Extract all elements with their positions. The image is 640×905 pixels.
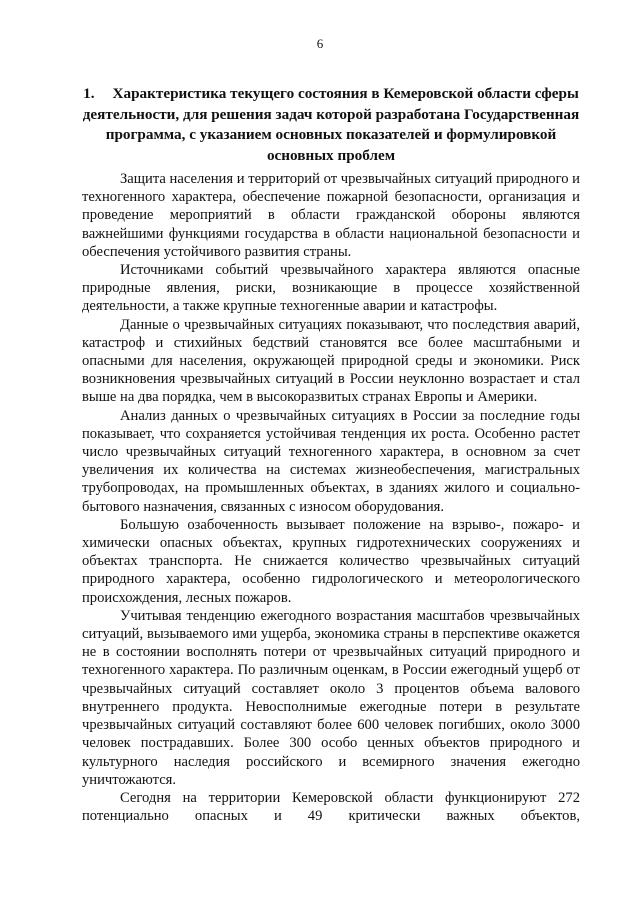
section-title: Характеристика текущего состояния в Кемеровской области сферы деятельности, для решения задач которой разработана Государственная программа, с указанием основных показателей и формулировкой основных проблем bbox=[82, 85, 580, 164]
paragraph-1: Защита населения и территорий от чрезвычайных ситуаций природного и техногенного характера, обеспечение пожарной безопасности, организация и проведение мероприятий в области гражданской обороны являются важнейшими функциями государства в области национальной безопасности и обеспечения устойчивого развития страны. bbox=[82, 171, 580, 260]
paragraph-2: Источниками событий чрезвычайного характера являются опасные природные явления, риски, возникающие в процессе хозяйственной деятельности, а также крупные техногенные аварии и катастрофы. bbox=[82, 262, 580, 315]
paragraph-5: Большую озабоченность вызывает положение на взрыво-, пожаро- и химически опасных объектах, крупных гидротехнических сооружениях и объектах транспорта. Не снижается количество чрезвычайных ситуаций природного характера, особенно гидрологического и метеорологического происхождения, лесных пожаров. bbox=[82, 516, 580, 606]
paragraph-3: Данные о чрезвычайных ситуациях показывают, что последствия аварий, катастроф и стихийных бедствий становятся все более масштабными и опасными для населения, окружающей природной среды и экономики. Риск возникновения чрезвычайных ситуаций в России неуклонно возрастает и стал выше на два порядка, чем в высокоразвитых странах Европы и Америки. bbox=[82, 316, 580, 406]
paragraph-4: Анализ данных о чрезвычайных ситуациях в России за последние годы показывает, что сохраняется устойчивая тенденция их роста. Особенно растет число чрезвычайных ситуаций техногенного характера, в основном за счет увеличения их количества на системах жизнеобеспечения, магистральных трубопроводах, на промышленных объектах, в зданиях жилого и социально-бытового назначения, связанных с износом оборудования. bbox=[82, 407, 580, 515]
page-number: 6 bbox=[316, 36, 324, 51]
section-heading bbox=[82, 84, 580, 166]
body-text bbox=[82, 170, 580, 825]
section-number: 1. bbox=[83, 85, 95, 102]
paragraph-7: Сегодня на территории Кемеровской области функционируют 272 потенциально опасных и 49 критически важных объектов, bbox=[82, 789, 580, 825]
paragraph-6: Учитывая тенденцию ежегодного возрастания масштабов чрезвычайных ситуаций, вызываемого ими ущерба, экономика страны в перспективе окажется не в состоянии восполнять потери от чрезвычайных ситуаций природного и техногенного характера. По различным оценкам, в России ежегодный ущерб от чрезвычайных ситуаций составляет около 3 процентов объема валового внутреннего продукта. Невосполнимые ежегодные потери в результате чрезвычайных ситуаций составляют более 600 человек погибших, около 3000 человек пострадавших. Более 300 особо ценных объектов природного и культурного наследия российского и всемирного значения ежегодно уничтожаются. bbox=[82, 607, 580, 788]
